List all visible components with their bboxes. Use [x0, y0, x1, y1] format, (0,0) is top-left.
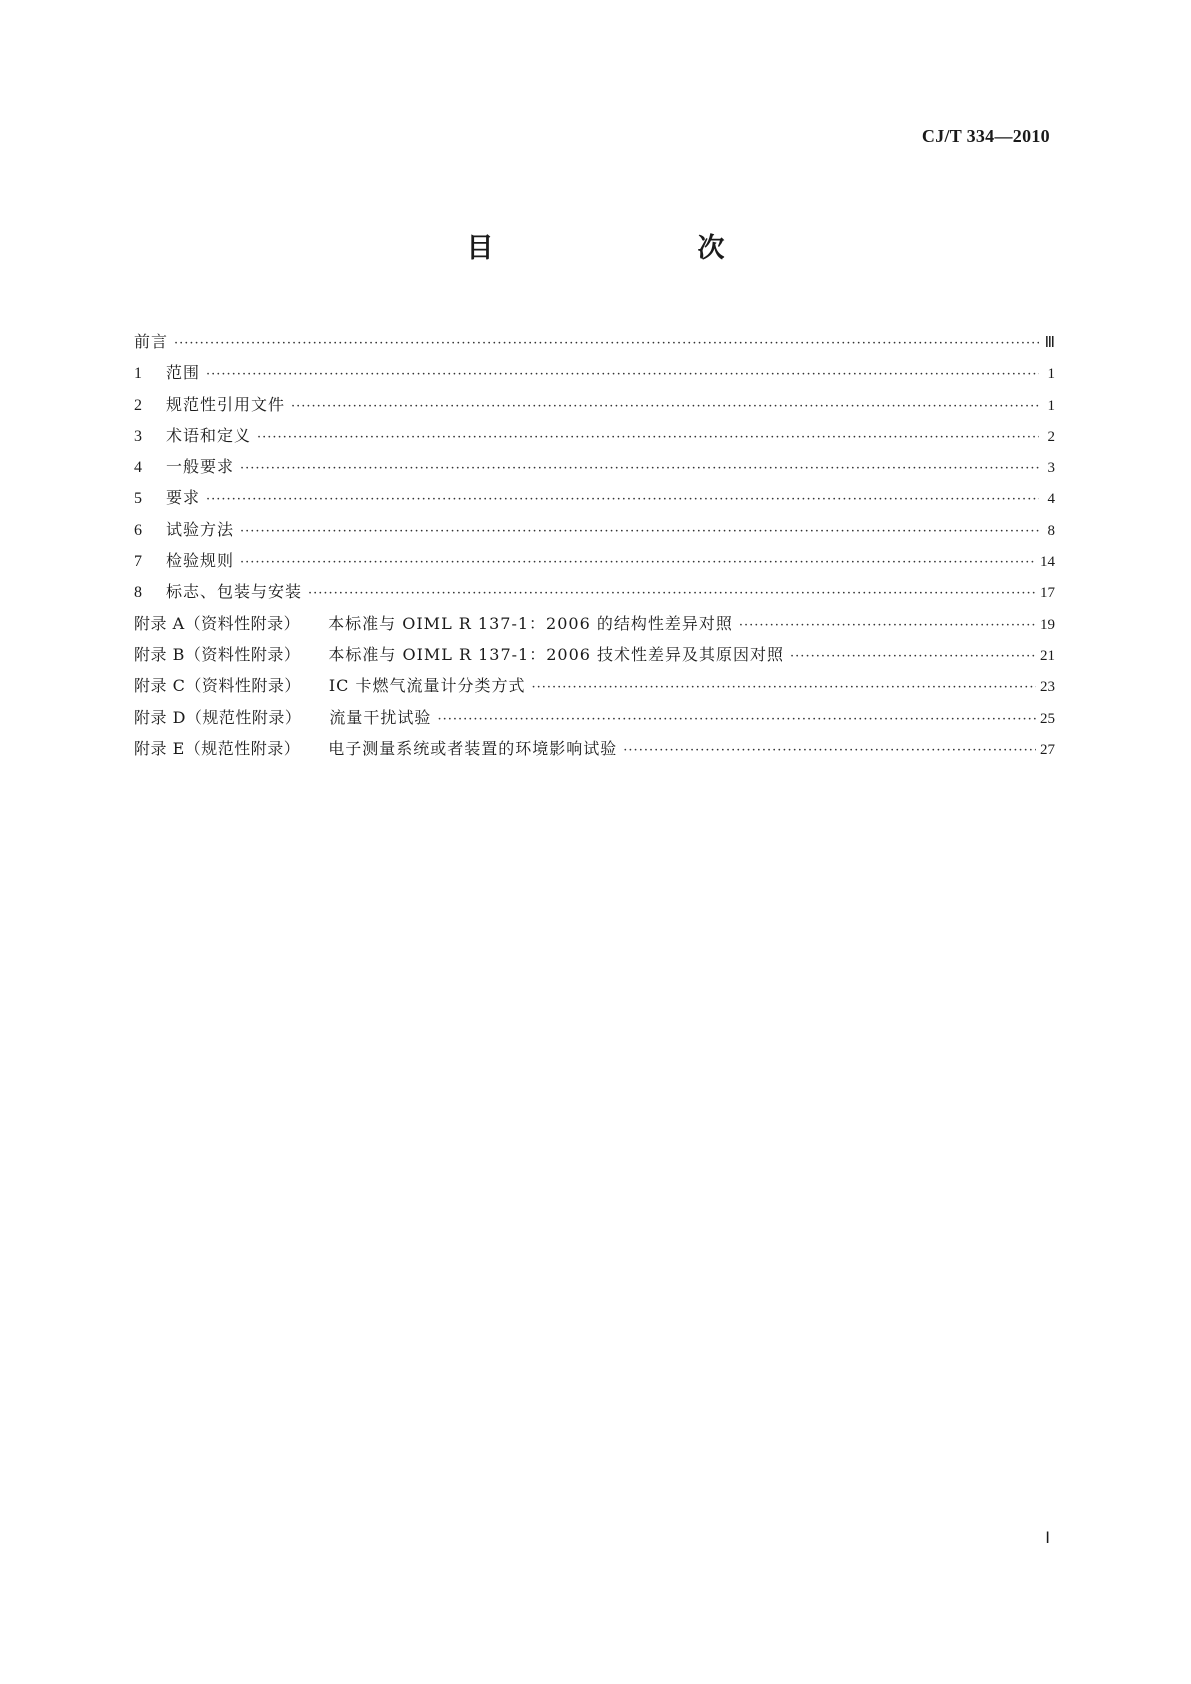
toc-entry-number: 7	[134, 553, 142, 571]
toc-entry-6[interactable]	[134, 514, 1055, 545]
dot-leader	[291, 391, 1039, 422]
toc-entry-page: 4	[1047, 491, 1055, 508]
toc-entry-label: 要求	[166, 488, 201, 508]
dot-leader	[206, 484, 1039, 515]
toc-entry-label: 标志、包装与安装	[166, 582, 303, 602]
toc-appendix-prefix: 附录 A（资料性附录）	[134, 613, 301, 633]
toc-entry-label: 术语和定义	[166, 425, 252, 445]
dot-leader	[240, 516, 1039, 547]
dot-leader	[174, 328, 1039, 359]
dot-leader	[739, 610, 1036, 641]
toc-entry-appendix-c[interactable]	[134, 670, 1055, 701]
toc-entry-page: 1	[1047, 366, 1055, 383]
toc-entry-number: 3	[134, 427, 142, 445]
page-title: 目 次	[466, 233, 775, 264]
toc-entry-2[interactable]	[134, 389, 1055, 420]
toc-entry-label: 电子测量系统或者装置的环境影响试验	[328, 738, 618, 758]
dot-leader	[240, 453, 1039, 484]
toc-entry-page: 27	[1040, 741, 1055, 758]
toc-entry-3[interactable]	[134, 420, 1055, 451]
toc-entry-page: 23	[1040, 679, 1055, 696]
dot-leader	[790, 641, 1036, 672]
toc-entry-page: 2	[1047, 428, 1055, 445]
toc-entry-number: 8	[134, 584, 142, 602]
toc-entry-page: 8	[1047, 522, 1055, 539]
standard-code: CJ/T 334—2010	[921, 126, 1050, 146]
dot-leader	[257, 422, 1039, 453]
toc-entry-page: 17	[1040, 585, 1055, 602]
toc-entry-appendix-a[interactable]	[134, 608, 1055, 639]
toc-entry-page: 21	[1040, 647, 1055, 664]
dot-leader	[532, 672, 1037, 703]
toc-entry-page: 25	[1040, 710, 1055, 727]
dot-leader	[623, 735, 1036, 766]
toc-entry-label: 一般要求	[166, 457, 235, 477]
toc-entry-page: 14	[1040, 554, 1055, 571]
toc-entry-appendix-d[interactable]	[134, 702, 1055, 733]
toc-entry-label: 检验规则	[166, 551, 235, 571]
dot-leader	[206, 359, 1039, 390]
toc-appendix-prefix: 附录 B（资料性附录）	[134, 644, 301, 664]
toc-entry-appendix-e[interactable]	[134, 733, 1055, 764]
toc-entry-label: 本标准与 OIML R 137-1：2006 的结构性差异对照	[328, 613, 733, 633]
toc-entry-number: 2	[134, 396, 142, 414]
toc-appendix-prefix: 附录 E（规范性附录）	[134, 738, 301, 758]
toc-entry-7[interactable]	[134, 545, 1055, 576]
toc-entry-label: 前言	[134, 332, 169, 351]
toc-entry-8[interactable]	[134, 576, 1055, 607]
toc-entry-label: 流量干扰试验	[329, 707, 432, 727]
toc-entry-number: 4	[134, 459, 142, 477]
toc-appendix-prefix: 附录 C（资料性附录）	[134, 676, 301, 696]
toc-entry-label: 规范性引用文件	[166, 394, 286, 414]
toc-entry-page: 3	[1047, 460, 1055, 477]
toc-entry-number: 6	[134, 521, 142, 539]
toc-entry-label: 本标准与 OIML R 137-1：2006 技术性差异及其原因对照	[328, 644, 785, 664]
table-of-contents	[134, 326, 1055, 764]
dot-leader	[240, 547, 1036, 578]
dot-leader	[308, 578, 1036, 609]
toc-entry-number: 5	[134, 490, 142, 508]
toc-entry-page: 1	[1047, 397, 1055, 414]
toc-entry-4[interactable]	[134, 451, 1055, 482]
toc-entry-appendix-b[interactable]	[134, 639, 1055, 670]
toc-entry-foreword[interactable]	[134, 326, 1055, 357]
toc-entry-page: 19	[1040, 616, 1055, 633]
toc-entry-number: 1	[134, 365, 142, 383]
dot-leader	[437, 704, 1036, 735]
page-number: Ⅰ	[1045, 1530, 1050, 1547]
toc-entry-5[interactable]	[134, 482, 1055, 513]
toc-entry-page: Ⅲ	[1044, 335, 1055, 351]
toc-entry-label: IC 卡燃气流量计分类方式	[328, 676, 526, 696]
toc-entry-label: 范围	[166, 363, 201, 383]
toc-entry-label: 试验方法	[166, 519, 235, 539]
toc-entry-1[interactable]	[134, 357, 1055, 388]
toc-appendix-prefix: 附录 D（规范性附录）	[134, 707, 302, 727]
